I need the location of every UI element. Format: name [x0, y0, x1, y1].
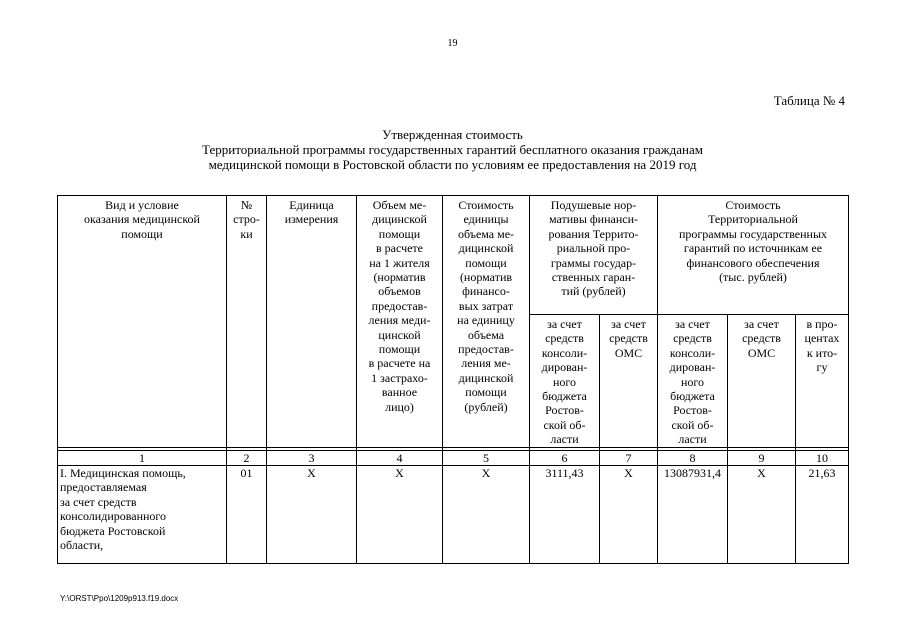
- header-pc-oms: за счет средств ОМС: [600, 315, 658, 448]
- row-prog-percent: 21,63: [796, 466, 849, 564]
- col-number: 6: [530, 450, 600, 465]
- row-pc-oms: Х: [600, 466, 658, 564]
- header-per-capita: Подушевые нор- мативы финанси- рования Террито- риальной про- граммы государ- ственных гаран- тий (рублей): [530, 196, 658, 315]
- col-number: 10: [796, 450, 849, 465]
- title-line-3: медицинской помощи в Ростовской области по условиям ее предоставления на 2019 год: [208, 157, 697, 172]
- col-number: 4: [357, 450, 443, 465]
- col-number: 7: [600, 450, 658, 465]
- page-number: 19: [447, 38, 458, 49]
- file-path-footer: Y:\ORST\Ppo\1209p913.f19.docx: [60, 594, 179, 603]
- col-number: 2: [227, 450, 267, 465]
- row-prog-budget: 13087931,4: [658, 466, 728, 564]
- header-volume: Объем ме- дицинской помощи в расчете на 1 жителя (норматив объемов предостав- ления меди- цинской помощи в расчете на 1 застрахо- ванное лицо): [357, 196, 443, 448]
- header-prog-percent: в про- центах к ито- гу: [796, 315, 849, 448]
- title-line-1: Утвержденная стоимость: [382, 127, 523, 142]
- header-unit-cost: Стоимость единицы объема ме- дицинской помощи (норматив финансо- вых затрат на единицу объема предостав- ления ме- дицинской помощи (рублей): [443, 196, 530, 448]
- row-prog-oms: Х: [728, 466, 796, 564]
- table-row: [58, 466, 849, 564]
- col-number: 8: [658, 450, 728, 465]
- row-unit-cost: Х: [443, 466, 530, 564]
- cost-table: [57, 195, 849, 564]
- title-line-2: Территориальной программы государственных гарантий бесплатного оказания гражданам: [202, 142, 703, 157]
- col-number: 9: [728, 450, 796, 465]
- document-title: [0, 127, 905, 172]
- header-program-cost: Стоимость Территориальной программы государственных гарантий по источникам ее финансового обеспечения (тыс. рублей): [658, 196, 849, 315]
- header-pc-budget: за счет средств консоли- дирован- ного бюджета Ростов- ской об- ласти: [530, 315, 600, 448]
- header-row-1: [58, 196, 849, 315]
- header-row-no: № стро- ки: [227, 196, 267, 448]
- col-number: 1: [58, 450, 227, 465]
- row-pc-budget: 3111,43: [530, 466, 600, 564]
- row-no: 01: [227, 466, 267, 564]
- column-numbers-row: [58, 450, 849, 465]
- header-prog-oms: за счет средств ОМС: [728, 315, 796, 448]
- col-number: 3: [267, 450, 357, 465]
- header-prog-budget: за счет средств консоли- дирован- ного бюджета Ростов- ской об- ласти: [658, 315, 728, 448]
- row-unit: Х: [267, 466, 357, 564]
- header-unit: Единица измерения: [267, 196, 357, 448]
- table-number: Таблица № 4: [773, 93, 845, 108]
- header-kind: Вид и условие оказания медицинской помощи: [58, 196, 227, 448]
- row-kind: I. Медицинская помощь, предоставляемая за счет средств консолидированного бюджета Ростовской области,: [58, 466, 227, 564]
- row-volume: Х: [357, 466, 443, 564]
- col-number: 5: [443, 450, 530, 465]
